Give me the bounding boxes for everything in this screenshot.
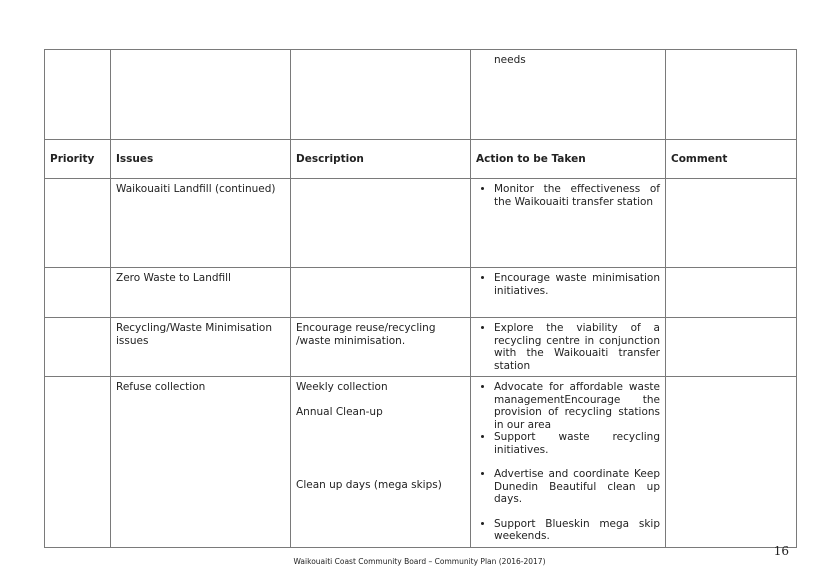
table-row (45, 318, 797, 377)
table-row (45, 377, 797, 548)
action-item: • Encourage waste minimisation initiatives. (494, 272, 660, 297)
issue-cell: Zero Waste to Landfill (111, 268, 291, 318)
action-item: • Explore the viability of a recycling centre in conjunction with the Waikouaiti transfer station (494, 322, 660, 372)
description-line: Weekly collection (296, 381, 388, 393)
description-line: Encourage reuse/recycling /waste minimisation. (296, 322, 436, 347)
header-row (45, 140, 797, 179)
action-cell (471, 179, 666, 268)
action-item: • Advocate for affordable waste managementEncourage the provision of recycling stations in our area (494, 381, 660, 431)
page-number: 16 (773, 544, 789, 558)
action-item: • Monitor the effectiveness of the Waikouaiti transfer station (494, 183, 660, 208)
page-footer: Waikouaiti Coast Community Board – Community Plan (2016-2017) (293, 557, 546, 566)
comment-cell (666, 179, 797, 268)
comment-cell (666, 377, 797, 548)
comment-cell (666, 50, 797, 140)
description-cell (291, 179, 471, 268)
priority-cell (45, 179, 111, 268)
action-cell (471, 377, 666, 548)
description-cell (291, 318, 471, 377)
issue-cell (111, 50, 291, 140)
priority-cell (45, 268, 111, 318)
carry-over-text: needs (494, 54, 526, 66)
description-cell (291, 377, 471, 548)
comment-cell (666, 268, 797, 318)
priority-cell (45, 377, 111, 548)
header-description: Description (291, 140, 471, 179)
header-action: Action to be Taken (471, 140, 666, 179)
carry-over-row (45, 50, 797, 140)
header-priority: Priority (45, 140, 111, 179)
description-line: Clean up days (mega skips) (296, 479, 442, 491)
action-item: • Advertise and coordinate Keep Dunedin Beautiful clean up days. (494, 468, 660, 506)
description-line: Annual Clean-up (296, 405, 383, 418)
action-item: • Support Blueskin mega skip weekends. (494, 518, 660, 543)
action-cell (471, 318, 666, 377)
header-issues: Issues (111, 140, 291, 179)
table-row (45, 268, 797, 318)
description-cell (291, 268, 471, 318)
community-plan-table (44, 49, 797, 548)
comment-cell (666, 318, 797, 377)
description-cell (291, 50, 471, 140)
action-item: • Support waste recycling initiatives. (494, 431, 660, 456)
table-row (45, 179, 797, 268)
issue-cell: Refuse collection (111, 377, 291, 548)
issue-cell: Waikouaiti Landfill (continued) (111, 179, 291, 268)
priority-cell (45, 50, 111, 140)
action-cell (471, 50, 666, 140)
issue-cell: Recycling/Waste Minimisation issues (111, 318, 291, 377)
action-cell (471, 268, 666, 318)
header-comment: Comment (666, 140, 797, 179)
priority-cell (45, 318, 111, 377)
